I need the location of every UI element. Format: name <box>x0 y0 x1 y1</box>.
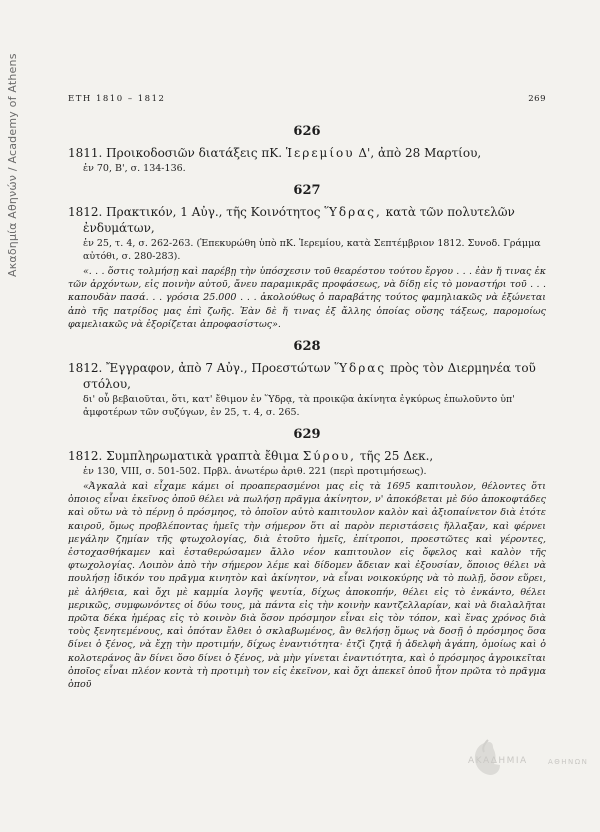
heading-text-tail: πρὸς τὸν Διερμηνέα τοῦ στόλου, <box>83 361 536 392</box>
heading-text: 1812. Ἔγγραφον, ἀπὸ 7 Αὐγ., Προεστώτων <box>68 361 335 376</box>
entry-628 <box>68 339 546 419</box>
heading-spaced-name: Ὕδρας <box>334 361 387 376</box>
page-number: 269 <box>528 94 546 104</box>
watermark-text-right: ΑΘΗΝΩΝ <box>548 758 589 766</box>
running-head <box>68 94 546 108</box>
entry-number: 627 <box>293 183 321 198</box>
entry-627 <box>68 183 546 331</box>
side-watermark-stamp: Ακαδημία Αθηνών / Academy of Athens <box>6 53 19 277</box>
heading-spaced-name: Ἱερεμίου <box>285 146 355 160</box>
entry-reference: ἐν 130, VIII, σ. 501-502. Πρβλ. ἀνωτέρω ἀριθ. 221 (περὶ προτιμήσεως). <box>83 466 427 478</box>
page-content <box>68 116 546 691</box>
heading-text: 1812. Πρακτικόν, 1 Αὐγ., τῆς Κοινότητος <box>68 205 325 219</box>
entry-heading <box>68 204 546 236</box>
entry-heading <box>68 448 546 464</box>
heading-text-tail: Δ', ἀπὸ 28 Μαρτίου, <box>354 146 482 160</box>
heading-text-tail: κατὰ τῶν πολυτελῶν ἐνδυμάτων, <box>83 205 515 235</box>
entry-number: 628 <box>293 339 321 355</box>
entry-number: 626 <box>293 124 321 139</box>
entry-number: 629 <box>293 427 321 443</box>
watermark-text-left: ΑΚΑΔΗΜΙΑ <box>468 756 528 766</box>
entry-heading <box>68 145 546 161</box>
entry-626 <box>68 124 546 175</box>
entry-quotation: «Ἀγκαλὰ καὶ εἶχαμε κάμει οἱ προαπερασμένοι μας εἰς τὰ 1695 καπιτουλον, θέλοντες ὅτι ὁποιος εἶναι ἐκεῖνος ὁποῦ θέλει νὰ πωλήσῃ πρᾶγμα ἀκίνητον, ν' ἀποκόβεται μὲ δύο ἀποκοφτάδες καὶ οὕτω νὰ τὸ πέρνῃ ὁ πρόσμηος, τὸ ὁποῖον αὐτὸ καπιτουλον καλὸν καὶ ἀξιοπαίνετον διὰ ἐτότε καιροῦ, ὅμως προβλέποντας ἡμεῖς τὴν σήμερον ὅτι αἱ παρὸν περιστάσεις ἤλλαξαν, καὶ φέρνει μεγάλην ζημίαν τῆς φτωχολογίας, διὰ ἐτοῦτο ἡμεῖς, ἐπίτροποι, προεστῶτες καὶ γέροντες, ἐστοχασθήκαμεν καὶ ἐσταθερώσαμεν ἄλλο νέον καπιτουλον εἰς ὄφελος καὶ καλὸν τῆς φτωχολογίας. Λοιπὸν ἀπὸ τὴν σήμερον λέμε καὶ δίδομεν ἄδειαν καὶ ἐξουσίαν, ὅποιος θέλει νὰ πουλήσῃ ἰδικόν του πρᾶγμα κινητὸν καὶ ἀκίνητον, νὰ εἶναι νοικοκύρης νὰ τὸ πωλῇ, ὅσον εὕρει, μὲ ἀλήθεια, καὶ ὄχι μὲ καμμία λογῆς ψευτία, δίχως ἀποκοπήν, θέλει εἰς τὸ ἐνκάντο, θέλει μερικῶς, συμφωνόντες οἱ δύω τους, μὰ πάντα εἰς τὴν κοινὴν καντζελλαρίαν, καὶ νὰ διαλαλῆται πρῶτα δέκα ἡμέρας εἰς τὸ κοινὸν διὰ ὅσον πρόσμηον εἶναι εἰς τὸν τόπον, καὶ ἕνας χρόνος διὰ τοὺς ξενητεμένους, καὶ ὁπόταν ἔλθει ὁ σκλαβωμένος, ἂν θελήσῃ ὅμως νὰ δοσῇ ὁ πρόσμηος ὅσα δίνει ὁ ξένος, νὰ ἔχῃ τὴν προτιμήν, δίχως ἐναντιότητα· ἐτζὶ ζητᾷ ἡ ἀδελφὴ ἀγάπη, ὁμοίως καὶ ὁ κολοτεράνος ἂν δίνει ὅσο δίνει ὁ ξένος, νὰ μὴν γίνεται ἐναντιότητα, καὶ ὁ πρόσμηος ἀγροικεῖται ὁποῖος εἶναι πλέον κοντὰ τὴ προτιμὴ τον εἰς ἐκεῖνον, καὶ ὄχι ἀπεκεῖ ὁποῦ ἦτον πρῶτα τὸ πρᾶγμα ὁποῦ <box>68 481 546 691</box>
heading-text: 1811. Προικοδοσιῶν διατάξεις πΚ. <box>68 146 286 160</box>
entry-reference: ἐν 25, τ. 4, σ. 262-263. (Ἐπεκυρώθη ὑπὸ πΚ. Ἱερεμίου, κατὰ Σεπτέμβριον 1812. Συνοδ. Γράμμα αὐτόθι, σ. 280-283). <box>83 238 541 262</box>
heading-text: 1812. Συμπληρωματικὰ γραπτὰ ἔθιμα <box>68 449 303 464</box>
entry-629 <box>68 427 546 691</box>
entry-quotation: «. . . ὅστις τολμήσῃ καὶ παρέβῃ τὴν ὑπόσχεσιν τοῦ θεαρέστου τούτου ἔργου . . . ἐὰν ἤ τινας ἐκ τῶν ἀρχόντων, εἰς ποινὴν αὐτοῦ, ἄνευ παραμικρᾶς προφάσεως, νὰ δίδῃ εἰς τὸ μοναστήρι τοῦ . . . καπουδὰν πασά. . . γρόσια 25.000 . . . ἀκολούθως ὁ παραβάτης τούτος φαμηλιακῶς νὰ ἐξώνεται ἀπὸ τῆς πατρίδος μας ἐπὶ ζωῆς. Ἐὰν δὲ ἤ τινας ἐξ ἄλλης ὁποίας οὔσης τάξεως, παρομοίως φαμελιακῶς νὰ ἐξορίζεται ἀπροφασίστως». <box>68 266 546 330</box>
running-head-title: ΕΤΗ 1810 – 1812 <box>68 94 166 104</box>
entry-heading <box>68 360 546 392</box>
academy-watermark-logo <box>430 738 589 778</box>
heading-spaced-name: Ὕδρας, <box>324 205 382 219</box>
heading-spaced-name: Σύρου, <box>302 449 356 464</box>
entry-reference: ἐν 70, Β', σ. 134-136. <box>83 163 186 174</box>
heading-text-tail: τῆς 25 Δεκ., <box>355 449 434 464</box>
entry-reference: δι' οὗ βεβαιοῦται, ὅτι, κατ' ἔθιμον ἐν Ὕδρᾳ, τὰ προικῷα ἀκίνητα ἐγκύρως ἐπωλοῦντο ὑπ' ἀμφοτέρων τῶν συζύγων, ἐν 25, τ. 4, σ. 265. <box>83 394 515 419</box>
